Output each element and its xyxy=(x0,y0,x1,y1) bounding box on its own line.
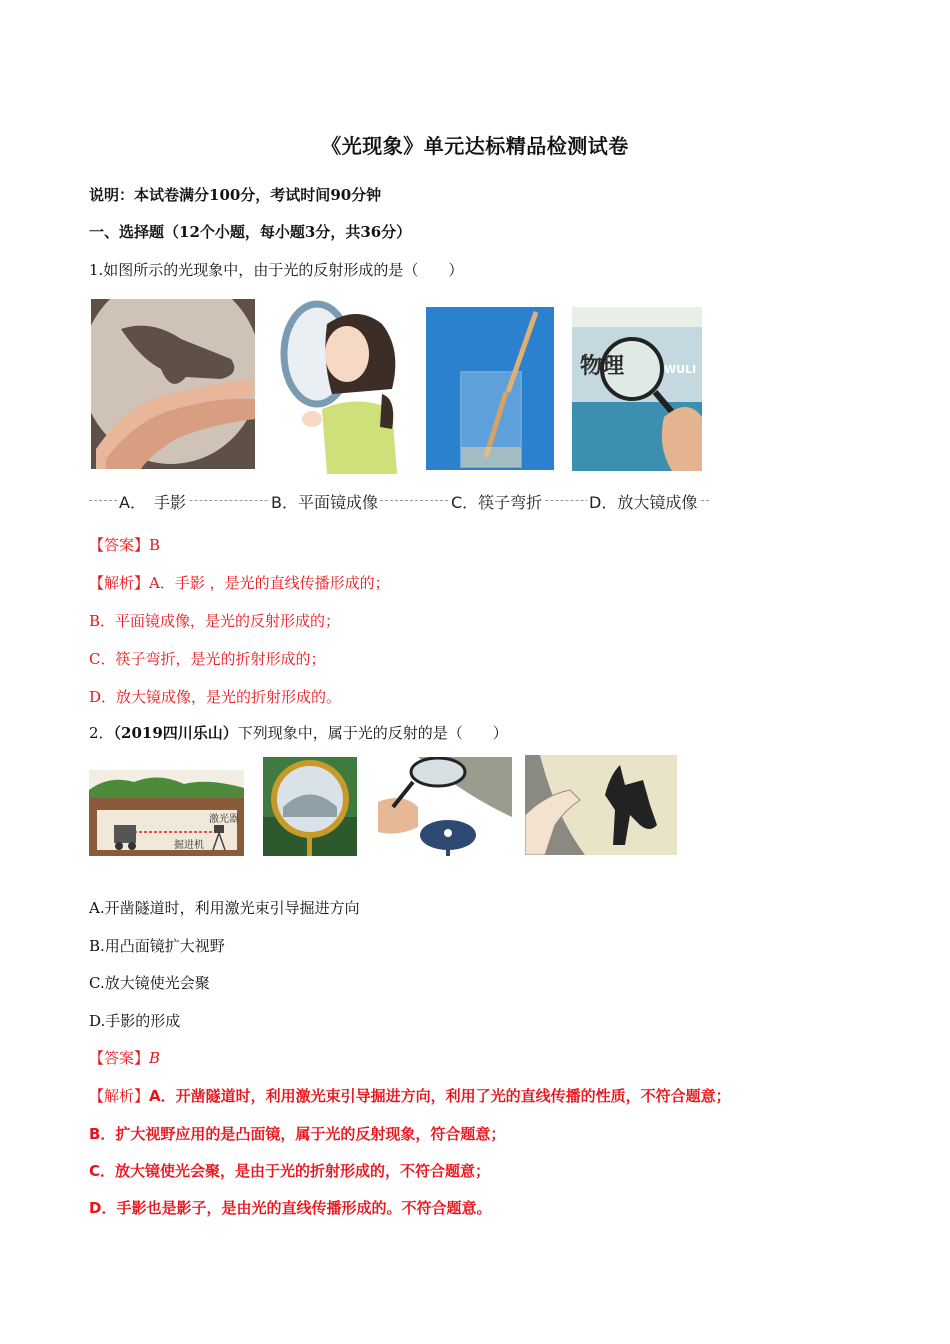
magnifier-focus-image xyxy=(378,757,512,856)
analysis-text: A．开凿隧道时，利用激光束引导掘进方向，利用了光的直线传播的性质，不符合题意； xyxy=(149,1087,731,1105)
caption-c: C．筷子弯折 xyxy=(449,490,544,513)
book-title-text: 物理 xyxy=(580,353,625,379)
answer-tag: 【答案】 xyxy=(89,1049,150,1067)
question-2-source: （2019四川乐山） xyxy=(113,724,238,742)
question-2-number: 2． xyxy=(89,724,114,742)
section-heading: 一、选择题（12个小题，每小题3分，共36分） xyxy=(89,223,412,241)
question-1-analysis-a xyxy=(89,573,390,593)
question-2-analysis-b: B．扩大视野应用的是凸面镜，属于光的反射现象，符合题意； xyxy=(89,1125,506,1143)
analysis-tag: 【解析】 xyxy=(89,1087,150,1105)
question-2-text: 下列现象中，属于光的反射的是（ ） xyxy=(237,724,508,742)
caption-b: B．平面镜成像 xyxy=(269,490,380,513)
mirror-girl-image xyxy=(272,299,410,474)
book-subtitle-text: WULI xyxy=(664,363,697,376)
option-b: B.用凸面镜扩大视野 xyxy=(89,937,225,955)
question-2-answer xyxy=(89,1048,160,1068)
caption-d: D．放大镜成像 xyxy=(587,490,699,513)
question-2-analysis-d: D．手影也是影子，是由光的直线传播形成的。不符合题意。 xyxy=(89,1199,492,1217)
question-1-captions xyxy=(89,488,709,512)
answer-value: B xyxy=(149,536,161,554)
question-1-analysis-b: B．平面镜成像，是光的反射形成的； xyxy=(89,612,341,630)
answer-value: B xyxy=(149,1049,161,1067)
question-1-stem: 1.如图所示的光现象中，由于光的反射形成的是（ ） xyxy=(89,261,464,279)
option-c: C.放大镜使光会聚 xyxy=(89,974,210,992)
chopstick-glass-image xyxy=(426,307,554,470)
exam-note: 说明：本试卷满分100分，考试时间90分钟 xyxy=(89,186,382,204)
analysis-tag: 【解析】 xyxy=(89,574,150,592)
answer-tag: 【答案】 xyxy=(89,536,150,554)
hand-shadow-image xyxy=(91,299,255,469)
question-2-stem xyxy=(89,723,508,743)
question-2-analysis-a xyxy=(89,1086,731,1106)
question-1-analysis-d: D．放大镜成像，是光的折射形成的。 xyxy=(89,688,342,706)
tunnel-laser-image xyxy=(89,770,244,856)
hand-shadow-animal-image xyxy=(525,755,677,855)
analysis-text: A．手影 ，是光的直线传播形成的； xyxy=(149,574,390,592)
question-1-analysis-c: C．筷子弯折，是光的折射形成的； xyxy=(89,650,326,668)
option-d: D.手影的形成 xyxy=(89,1012,181,1030)
magnifier-book-image xyxy=(572,307,702,471)
convex-mirror-image xyxy=(263,757,357,856)
caption-a: A． 手影 xyxy=(117,490,188,513)
option-a: A.开凿隧道时，利用激光束引导掘进方向 xyxy=(89,899,360,917)
page-title: 《光现象》单元达标精品检测试卷 xyxy=(321,134,629,158)
machine-label: 掘进机 xyxy=(174,840,204,851)
question-1-answer xyxy=(89,535,160,555)
laser-label: 激光器 xyxy=(209,814,239,825)
question-2-analysis-c: C．放大镜使光会聚，是由于光的折射形成的，不符合题意； xyxy=(89,1162,491,1180)
